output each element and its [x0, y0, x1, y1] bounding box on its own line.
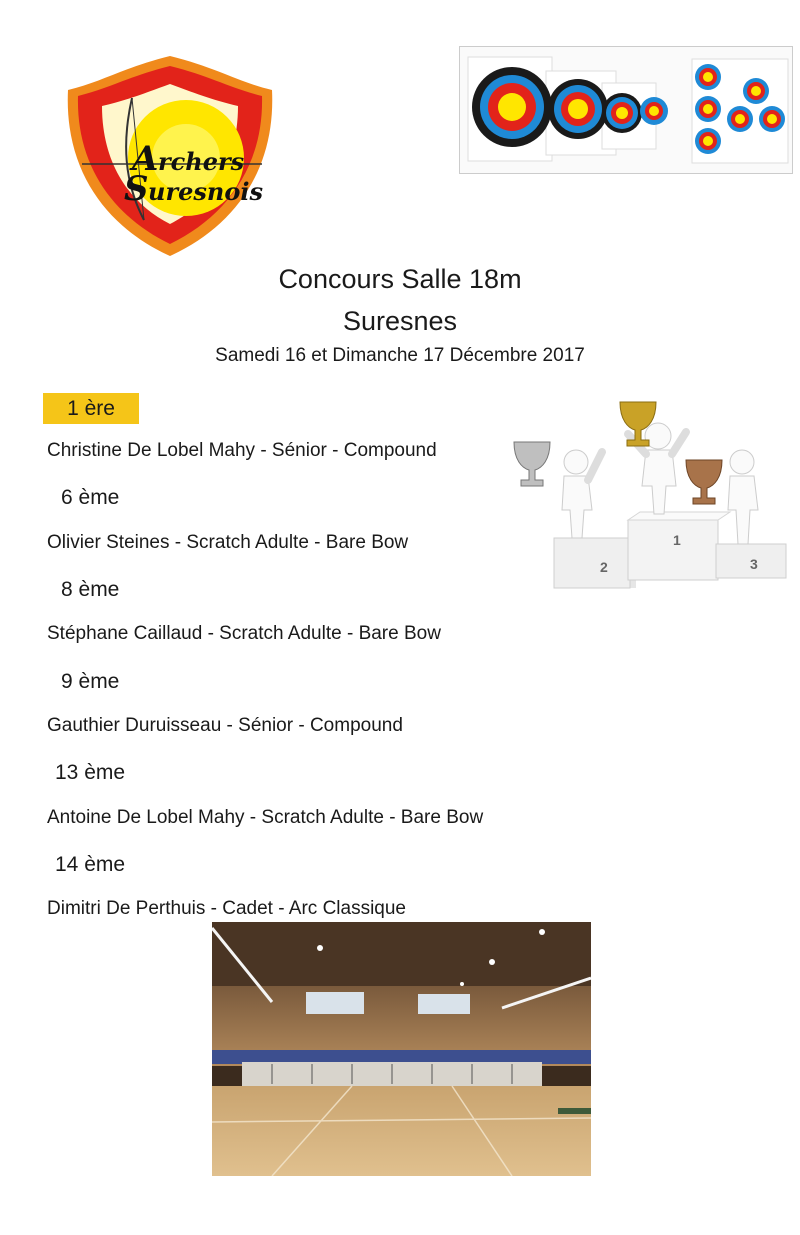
place-label-4: 9 ème — [61, 670, 120, 693]
event-date: Samedi 16 et Dimanche 17 Décembre 2017 — [215, 345, 585, 366]
podium-number-2: 2 — [600, 559, 608, 575]
place-label-6: 14 ème — [55, 853, 126, 876]
place-label-2: 6 ème — [61, 486, 120, 509]
place-label-3: 8 ème — [61, 578, 120, 601]
archery-targets-image — [459, 46, 793, 174]
archers-suresnois-logo — [62, 52, 278, 260]
sports-hall-photo — [212, 922, 591, 1176]
place-label-1: 1 ère — [43, 393, 139, 424]
place-label-5: 13 ème — [55, 761, 126, 784]
podium-illustration — [510, 388, 790, 598]
page-title: Concours Salle 18m — [278, 264, 522, 294]
result-name-4: Gauthier Duruisseau - Sénior - Compound — [47, 715, 403, 736]
svg-text:S: S — [124, 169, 149, 209]
result-name-3: Stéphane Caillaud - Scratch Adulte - Bare Bow — [47, 623, 441, 644]
logo-line2: uresnois — [148, 177, 263, 206]
podium-number-3: 3 — [750, 556, 758, 572]
svg-text:A: A — [132, 139, 159, 179]
result-name-2: Olivier Steines - Scratch Adulte - Bare Bow — [47, 532, 409, 553]
result-name-1: Christine De Lobel Mahy - Sénior - Compound — [47, 440, 437, 461]
result-name-6: Dimitri De Perthuis - Cadet - Arc Classique — [47, 898, 406, 919]
page-subtitle: Suresnes — [342, 306, 458, 336]
result-name-5: Antoine De Lobel Mahy - Scratch Adulte - Bare Bow — [47, 807, 484, 828]
podium-number-1: 1 — [673, 532, 681, 548]
logo-line1: rchers — [158, 147, 245, 176]
